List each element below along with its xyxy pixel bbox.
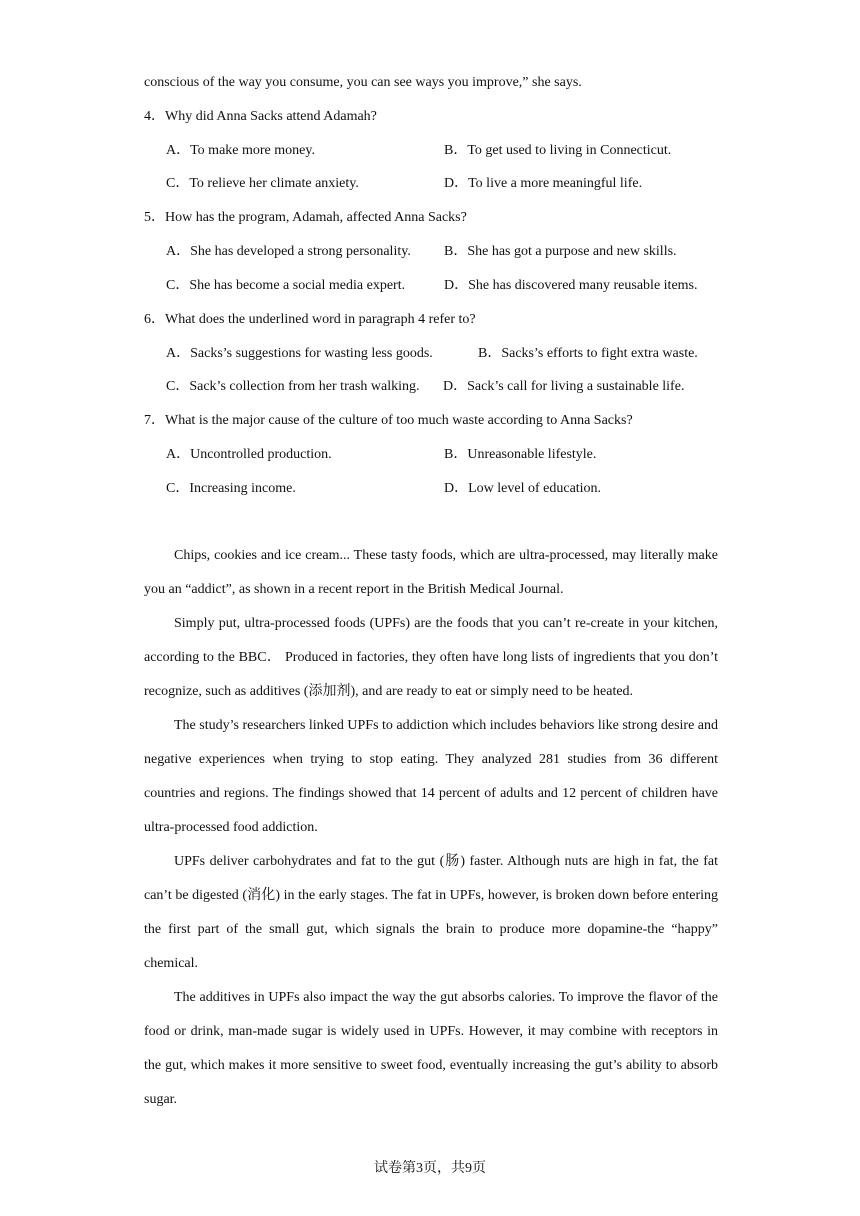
- question-5: [144, 209, 467, 227]
- continued-text-line: conscious of the way you consume, you can see ways you improve,” she says.: [144, 75, 582, 90]
- option-5b: B．She has got a purpose and new skills.: [444, 244, 677, 259]
- question-number: 5．: [144, 210, 165, 225]
- question-number: 4．: [144, 109, 165, 124]
- option-6c: C．Sack’s collection from her trash walking.: [166, 379, 420, 394]
- question-text: How has the program, Adamah, affected Anna Sacks?: [165, 210, 467, 225]
- question-text: What does the underlined word in paragraph 4 refer to?: [165, 312, 476, 327]
- option-7d: D．Low level of education.: [444, 481, 602, 496]
- question-6: [144, 311, 476, 329]
- page-footer: 试卷第3页，共9页: [374, 1161, 486, 1176]
- question-text: Why did Anna Sacks attend Adamah?: [165, 109, 377, 124]
- passage-paragraph-1: Chips, cookies and ice cream... These tasty foods, which are ultra-processed, may literally make you an “addict”, as shown in a recent report in the British Medical Journal.: [144, 548, 718, 597]
- question-7: [144, 412, 633, 430]
- option-4d: D．To live a more meaningful life.: [444, 176, 643, 191]
- option-7c: C．Increasing income.: [166, 481, 296, 496]
- option-6b: B．Sacks’s efforts to fight extra waste.: [478, 346, 698, 361]
- option-4b: B．To get used to living in Connecticut.: [444, 143, 672, 158]
- option-7b: B．Unreasonable lifestyle.: [444, 447, 597, 462]
- option-4a: A．To make more money.: [166, 143, 315, 158]
- option-5a: A．She has developed a strong personality.: [166, 244, 411, 259]
- passage-paragraph-2: Simply put, ultra-processed foods (UPFs) are the foods that you can’t re-create in your kitchen, according to the BBC． Produced in factories, they often have long lists of ingredients that you don’t recognize, such as additives (添加剂), and are ready to eat or simply need to be heated.: [144, 616, 718, 699]
- question-4: [144, 108, 377, 126]
- passage-paragraph-5: The additives in UPFs also impact the way the gut absorbs calories. To improve the flavor of the food or drink, man-made sugar is widely used in UPFs. However, it may combine with receptors in the gut, which makes it more sensitive to sweet food, eventually increasing the gut’s ability to absorb sugar.: [144, 990, 718, 1107]
- reading-passage: [144, 539, 718, 1117]
- option-6d: D．Sack’s call for living a sustainable life.: [443, 379, 685, 394]
- option-5d: D．She has discovered many reusable items.: [444, 278, 698, 293]
- question-text: What is the major cause of the culture of too much waste according to Anna Sacks?: [165, 413, 633, 428]
- option-7a: A．Uncontrolled production.: [166, 447, 332, 462]
- passage-paragraph-4: UPFs deliver carbohydrates and fat to the gut (肠) faster. Although nuts are high in fat, the fat can’t be digested (消化) in the early stages. The fat in UPFs, however, is broken down before entering the first part of the small gut, which signals the brain to produce more dopamine-the “happy” chemical.: [144, 854, 718, 971]
- question-number: 7．: [144, 413, 165, 428]
- option-4c: C．To relieve her climate anxiety.: [166, 176, 359, 191]
- option-6a: A．Sacks’s suggestions for wasting less goods.: [166, 346, 433, 361]
- option-5c: C．She has become a social media expert.: [166, 278, 406, 293]
- question-number: 6．: [144, 312, 165, 327]
- passage-paragraph-3: The study’s researchers linked UPFs to addiction which includes behaviors like strong desire and negative experiences when trying to stop eating. They analyzed 281 studies from 36 different countries and regions. The findings showed that 14 percent of adults and 12 percent of children have ultra-processed food addiction.: [144, 718, 718, 835]
